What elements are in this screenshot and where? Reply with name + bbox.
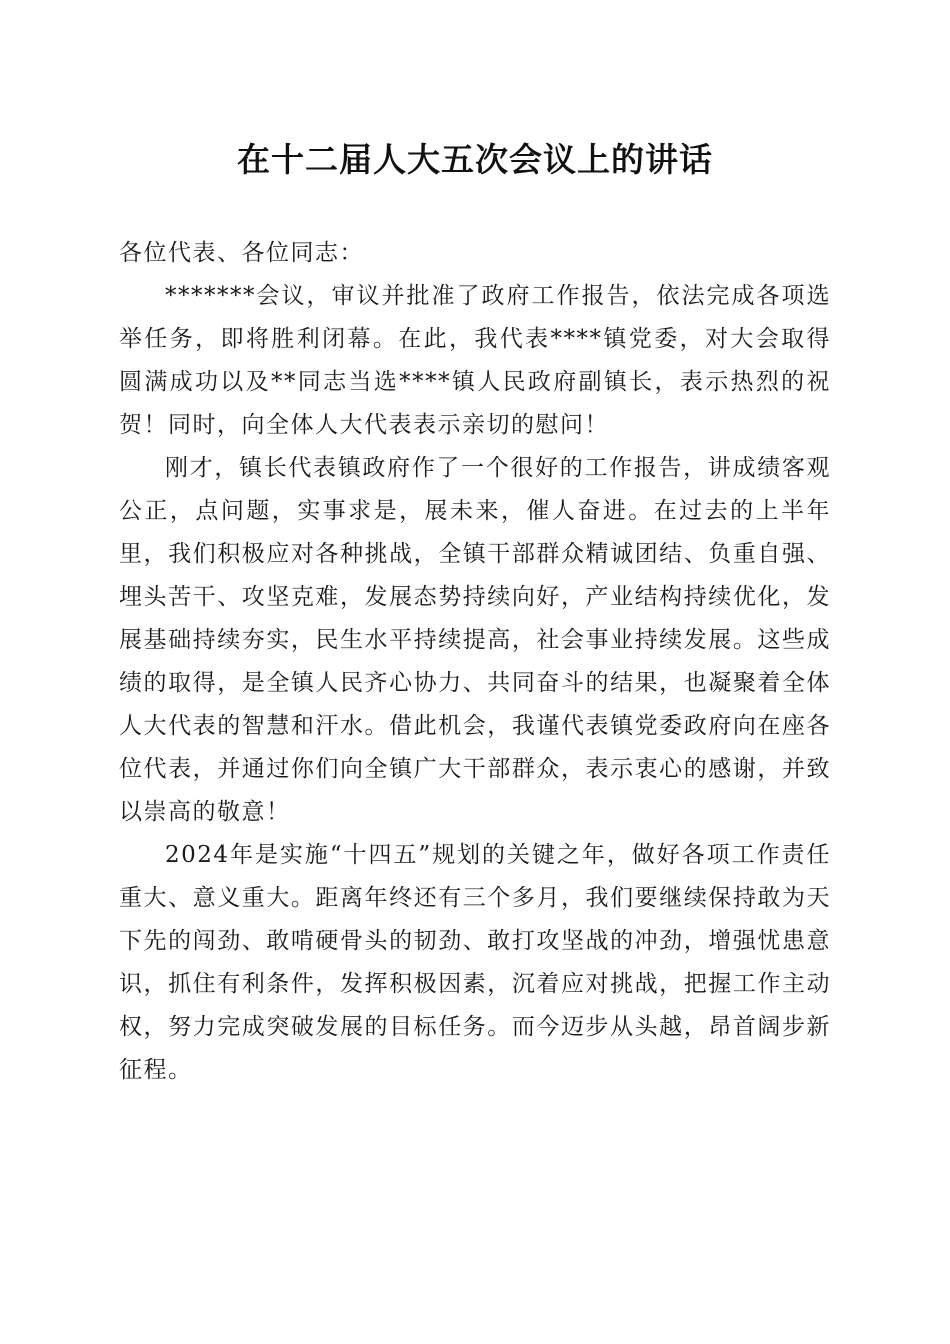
document-body [119, 232, 831, 1092]
salutation: 各位代表、各位同志： [119, 240, 364, 266]
paragraph-outlook: 2024年是实施“十四五”规划的关键之年，做好各项工作责任重大、意义重大。距离年终还有三个多月，我们要继续保持敢为天下先的闯劲、敢啃硬骨头的韧劲、敢打攻坚战的冲劲，增强忧患意识，抓住有利条件，发挥积极因素，沉着应对挑战，把握工作主动权，努力完成突破发展的目标任务。而今迈步从头越，昂首阔步新征程。 [119, 842, 831, 1083]
document-title: 在十二届人大五次会议上的讲话 [237, 140, 713, 179]
paragraph-opening: *******会议，审议并批准了政府工作报告，依法完成各项选举任务，即将胜利闭幕。在此，我代表****镇党委，对大会取得圆满成功以及**同志当选****镇人民政府副镇长，表示热烈的祝贺！同时，向全体人大代表表示亲切的慰问！ [119, 283, 831, 438]
paragraph-achievements: 刚才，镇长代表镇政府作了一个很好的工作报告，讲成绩客观公正，点问题，实事求是，展未来，催人奋进。在过去的上半年里，我们积极应对各种挑战，全镇干部群众精诚团结、负重自强、埋头苦干、攻坚克难，发展态势持续向好，产业结构持续优化，发展基础持续夯实，民生水平持续提高，社会事业持续发展。这些成绩的取得，是全镇人民齐心协力、共同奋斗的结果，也凝聚着全体人大代表的智慧和汗水。借此机会，我谨代表镇党委政府向在座各位代表，并通过你们向全镇广大干部群众，表示衷心的感谢，并致以崇高的敬意！ [119, 455, 831, 825]
